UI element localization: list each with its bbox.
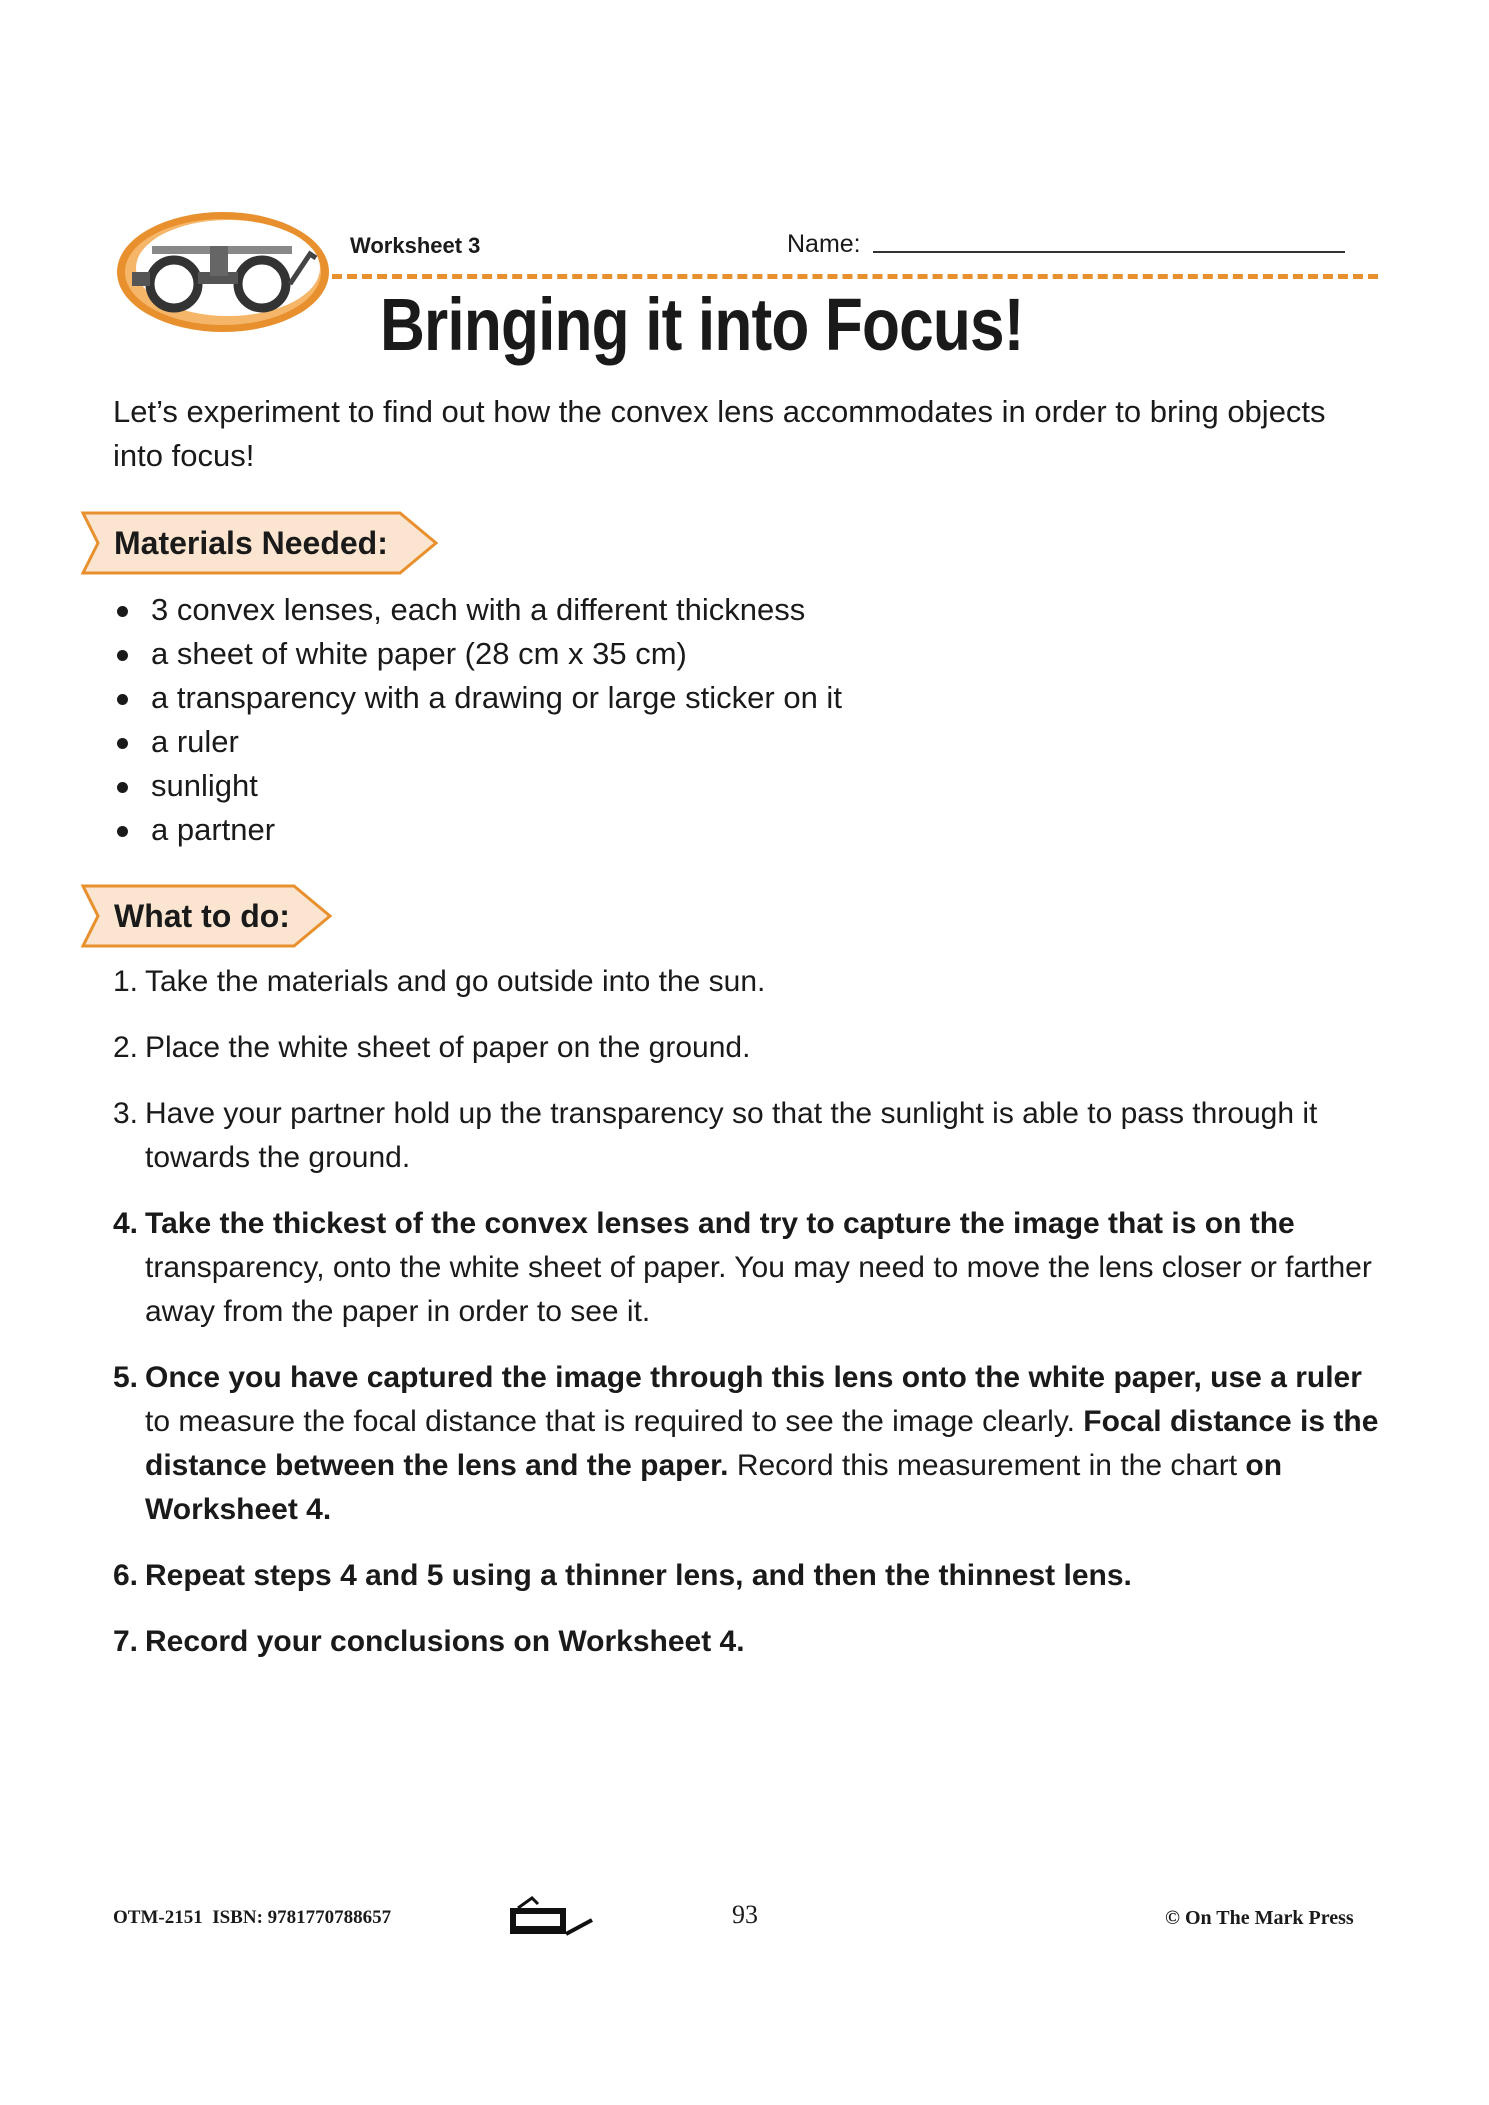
glasses-logo-icon (112, 206, 334, 338)
page-number: 93 (732, 1900, 758, 1929)
step-item (113, 1554, 1383, 1598)
list-item: a ruler (113, 720, 842, 764)
step-item (113, 1620, 1383, 1664)
step-text-bold: Focal distance is the distance between the lens and the paper. (145, 1405, 1379, 1482)
header-divider (332, 274, 1378, 279)
list-item: a sheet of white paper (28 cm x 35 cm) (113, 632, 842, 676)
step-item (113, 1026, 1383, 1070)
materials-heading-tag (80, 510, 440, 576)
steps-list (113, 960, 1383, 1686)
book-icon (508, 1896, 596, 1938)
step-text-bold: Once you have captured the image through this lens onto the white paper, use a ruler (145, 1361, 1362, 1394)
page-title: Bringing it into Focus! (380, 283, 1024, 366)
step-number: 3. (113, 1097, 139, 1130)
step-text-bold: Take the thickest of the convex lenses and try to capture the image that is on the (145, 1207, 1295, 1240)
step-item (113, 1092, 1383, 1180)
step-text-bold: on Worksheet 4. (145, 1449, 1283, 1526)
step-number: 1. (113, 965, 139, 998)
step-number: 2. (113, 1031, 139, 1064)
intro-text: Let’s experiment to find out how the convex lens accommodates in order to bring objects into focus! (113, 394, 1326, 473)
step-text: Place the white sheet of paper on the ground. (145, 1031, 751, 1064)
list-item: a transparency with a drawing or large sticker on it (113, 676, 842, 720)
list-item: a partner (113, 808, 842, 852)
step-text: Have your partner hold up the transparency so that the sunlight is able to pass through it towards the ground. (145, 1097, 1318, 1174)
step-number: 6. (113, 1559, 139, 1592)
list-item: 3 convex lenses, each with a different thickness (113, 588, 842, 632)
step-number: 5. (113, 1361, 139, 1394)
step-number: 7. (113, 1625, 139, 1658)
list-item: sunlight (113, 764, 842, 808)
step-text: Record this measurement in the chart (728, 1449, 1246, 1482)
step-item (113, 1202, 1383, 1334)
name-input-line[interactable] (873, 251, 1345, 253)
step-text: Take the materials and go outside into the sun. (145, 965, 766, 998)
what-to-do-heading-tag (80, 883, 334, 949)
materials-heading: Materials Needed: (114, 525, 388, 561)
step-number: 4. (113, 1207, 139, 1240)
footer-isbn: OTM-2151 ISBN: 9781770788657 (113, 1907, 392, 1928)
step-text-bold: Repeat steps 4 and 5 using a thinner lens, and then the thinnest lens. (145, 1559, 1132, 1592)
footer-publisher: © On The Mark Press (1165, 1907, 1354, 1929)
step-text: transparency, onto the white sheet of paper. You may need to move the lens closer or farther away from the paper in order to see it. (145, 1251, 1372, 1328)
what-to-do-heading: What to do: (114, 898, 290, 934)
step-text-bold: Record your conclusions on Worksheet 4. (145, 1625, 745, 1658)
materials-list (113, 588, 842, 852)
step-item (113, 960, 1383, 1004)
worksheet-label: Worksheet 3 (350, 233, 481, 258)
step-item (113, 1356, 1383, 1532)
step-text: to measure the focal distance that is required to see the image clearly. (145, 1405, 1084, 1438)
name-label: Name: (787, 230, 861, 258)
